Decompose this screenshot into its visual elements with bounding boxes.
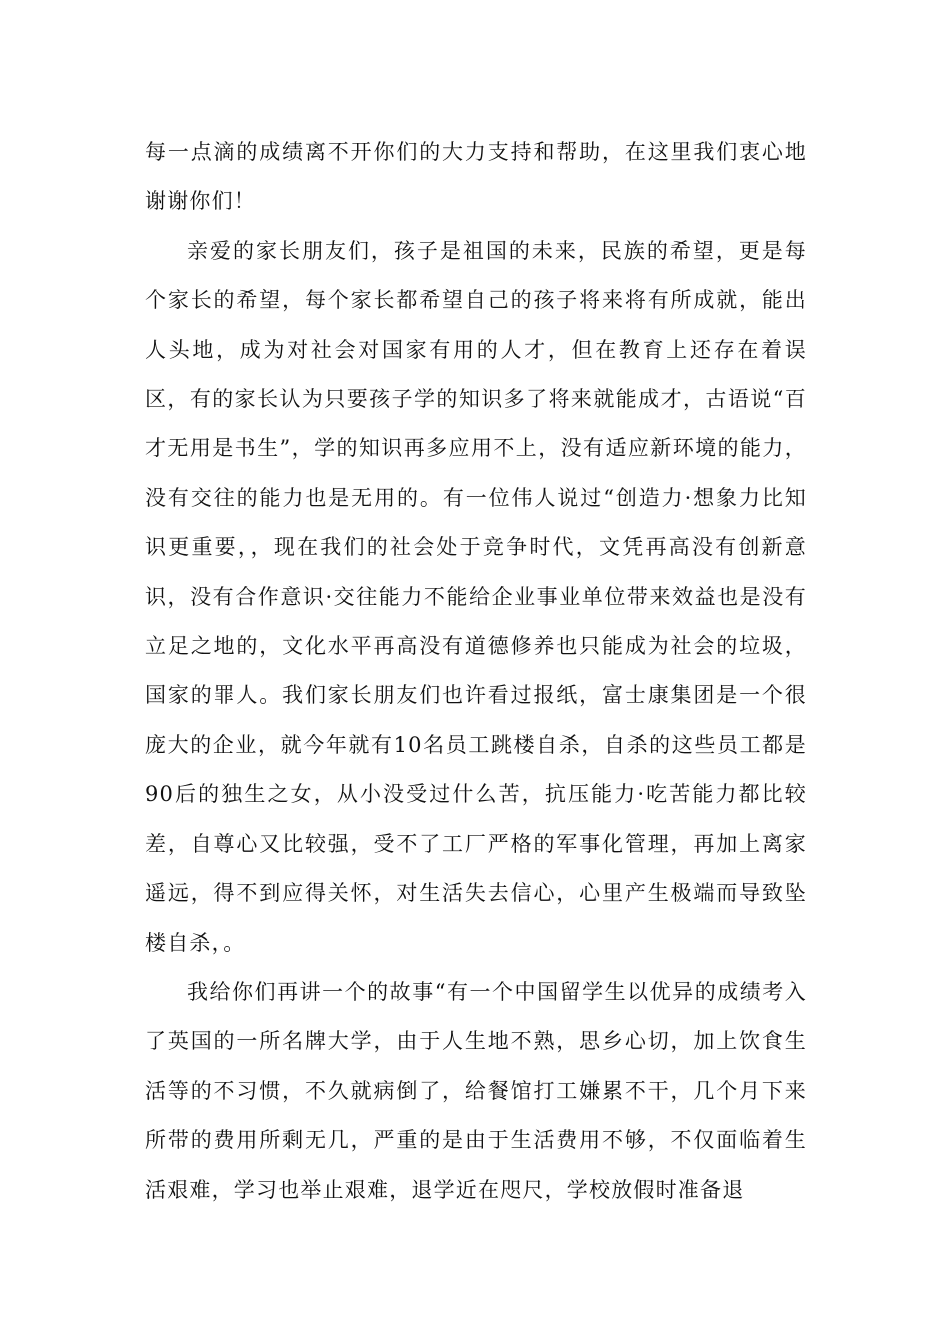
paragraph-continuation: 每一点滴的成绩离不开你们的大力支持和帮助，在这里我们衷心地谢谢你们！ [145,140,807,214]
paragraph-story: 我给你们再讲一个的故事“有一个中国留学生以优异的成绩考入了英国的一所名牌大学，由于人生地不熟，思乡心切，加上饮食生活等的不习惯，不久就病倒了，给餐馆打工嫌累不干，几个月下来所带的费用所剩无几，严重的是由于生活费用不够，不仅面临着生活艰难，学习也举止艰难，退学近在咫尺，学校放假时准备退 [145,979,807,1202]
body-text [145,128,807,1215]
paragraph-parents: 亲爱的家长朋友们，孩子是祖国的未来，民族的希望，更是每个家长的希望，每个家长都希望自己的孩子将来将有所成就，能出人头地，成为对社会对国家有用的人才，但在教育上还存在着误区，有的家长认为只要孩子学的知识多了将来就能成才，古语说“百才无用是书生”，学的知识再多应用不上，没有适应新环境的能力，没有交往的能力也是无用的。有一位伟人说过“创造力·想象力比知识更重要，，现在我们的社会处于竞争时代，文凭再高没有创新意识，没有合作意识·交往能力不能给企业事业单位带来效益也是没有立足之地的，文化水平再高没有道德修养也只能成为社会的垃圾，国家的罪人。我们家长朋友们也许看过报纸，富士康集团是一个很庞大的企业，就今年就有10名员工跳楼自杀，自杀的这些员工都是90后的独生之女，从小没受过什么苦，抗压能力·吃苦能力都比较差，自尊心又比较强，受不了工厂严格的军事化管理，再加上离家遥远，得不到应得关怀，对生活失去信心，心里产生极端而导致坠楼自杀，。 [145,238,807,955]
